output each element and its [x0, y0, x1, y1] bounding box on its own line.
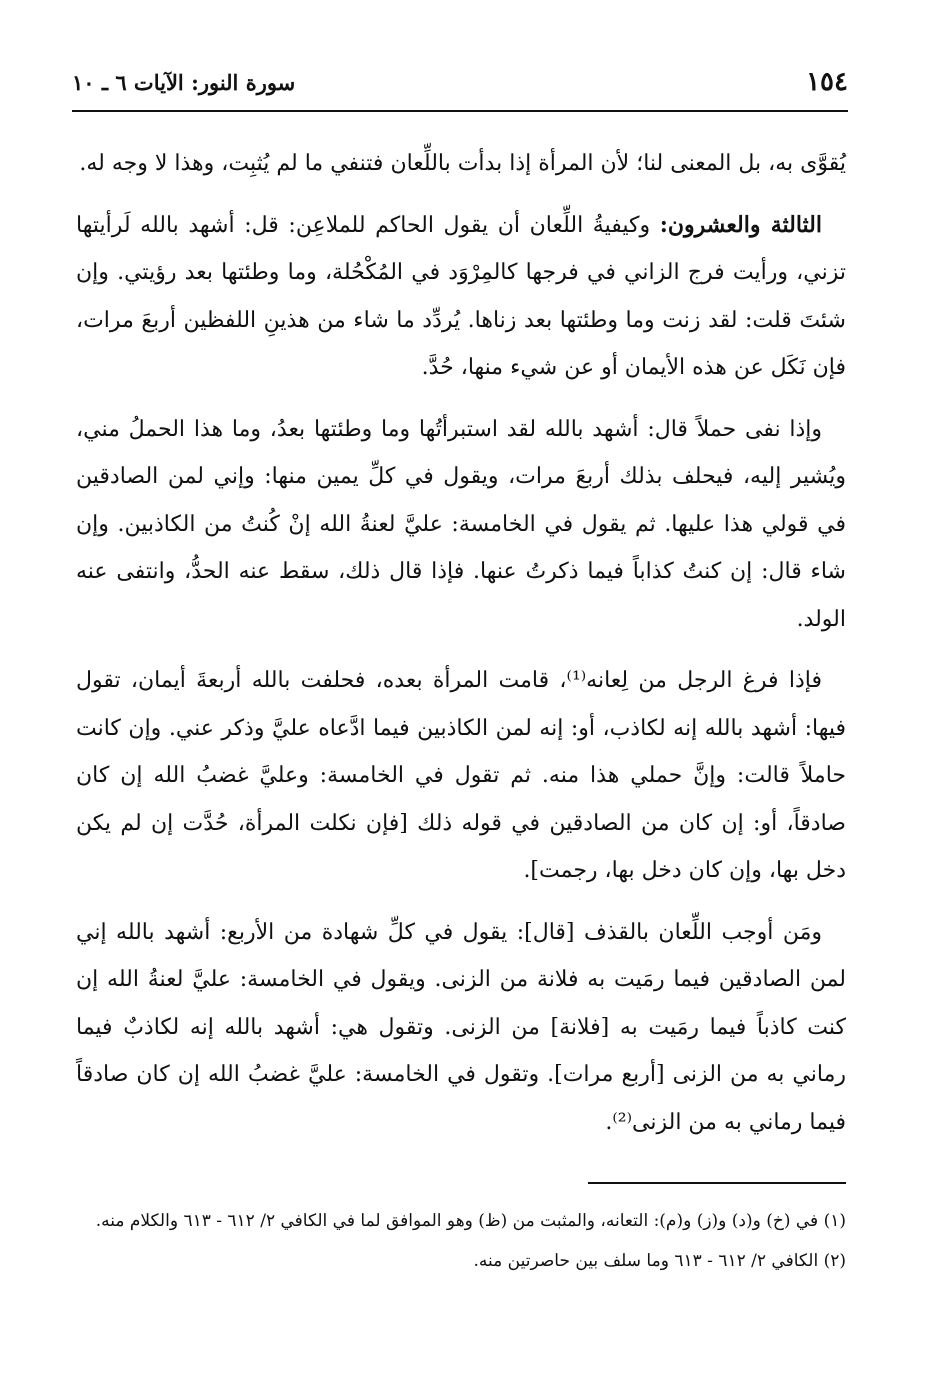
section-heading: الثالثة والعشرون: — [659, 211, 822, 238]
footnote-2: (٢) الكافي ٢/ ٦١٢ - ٦١٣ وما سلف بين حاصرتين منه. — [473, 1251, 846, 1271]
paragraph-5: ومَن أوجب اللِّعان بالقذف [قال]: يقول في كلِّ شهادة من الأربع: أشهد بالله إني لمن الصادقين فيما رمَيت به فلانة من الزنى. ويقول في الخامسة: عليَّ لعنةُ الله إن كنت كاذباً فيما رمَيت به [فلانة] من الزنى. وتقول هي: أشهد بالله إنه لكاذبٌ فيما رماني به من الزنى [أربع مرات]. وتقول في الخامسة: عليَّ غضبُ الله إن كان صادقاً فيما رماني به من الزنى⁽²⁾. — [76, 919, 846, 1135]
paragraph-1: يُقوَّى به، بل المعنى لنا؛ لأن المرأة إذا بدأت باللِّعان فتنفي ما لم يُثبِت، وهذا لا وجه له. — [79, 151, 846, 176]
page-header — [72, 64, 848, 104]
main-text — [76, 140, 846, 1160]
header-rule — [72, 110, 848, 112]
paragraph-4: فإذا فرغ الرجل من لِعانه⁽¹⁾، قامت المرأة بعده، فحلفت بالله أربعةَ أيمان، تقول فيها: أشهد بالله إنه لكاذب، أو: إنه لمن الكاذبين فيما ادَّعاه عليَّ وذكر عني. وإن كانت حاملاً قالت: وإنَّ حملي هذا منه. ثم تقول في الخامسة: وعليَّ غضبُ الله إن كان صادقاً، أو: إن كان من الصادقين في قوله ذلك [فإن نكلت المرأة، حُدَّت إن لم يكن دخل بها، وإن كان دخل بها، رجمت]. — [76, 668, 846, 883]
footnote-1: (١) في (خ) و(د) و(ز) و(م): التعانه، والمثبت من (ظ) وهو الموافق لما في الكافي ٢/ ٦١٢ - ٦١٣ والكلام منه. — [95, 1211, 846, 1231]
running-title: سورة النور: الآيات ٦ ـ ١٠ — [72, 70, 296, 95]
paragraph-2-text: وكيفيةُ اللِّعان أن يقول الحاكم للملاعِن: قل: أشهد بالله لَرأيتها تزني، ورأيت فرج الزاني في فرجها كالمِرْوَد في المُكْحُلة، وما وطئتها بعد رؤيتي. وإن شئتَ قلت: لقد زنت وما وطئتها بعد زناها. يُردِّد ما شاء من هذينِ اللفظين أربعَ مرات، فإن نَكَل عن هذه الأيمان أو عن شيء منها، حُدَّ. — [76, 212, 846, 380]
footnotes — [76, 1206, 846, 1286]
footnote-separator — [588, 1182, 846, 1184]
page-number: ١٥٤ — [806, 67, 848, 97]
paragraph-3: وإذا نفى حملاً قال: أشهد بالله لقد استبرأتُها وما وطئتها بعدُ، وما هذا الحملُ مني، ويُشير إليه، فيحلف بذلك أربعَ مرات، ويقول في كلِّ يمين منها: وإني لمن الصادقين في قولي هذا عليها. ثم يقول في الخامسة: عليَّ لعنةُ الله إنْ كُنتُ من الكاذبين. وإن شاء قال: إن كنتُ كذاباً فيما ذكرتُ عنها. فإذا قال ذلك، سقط عنه الحدُّ، وانتفى عنه الولد. — [76, 416, 846, 632]
paragraph-2 — [76, 202, 846, 392]
